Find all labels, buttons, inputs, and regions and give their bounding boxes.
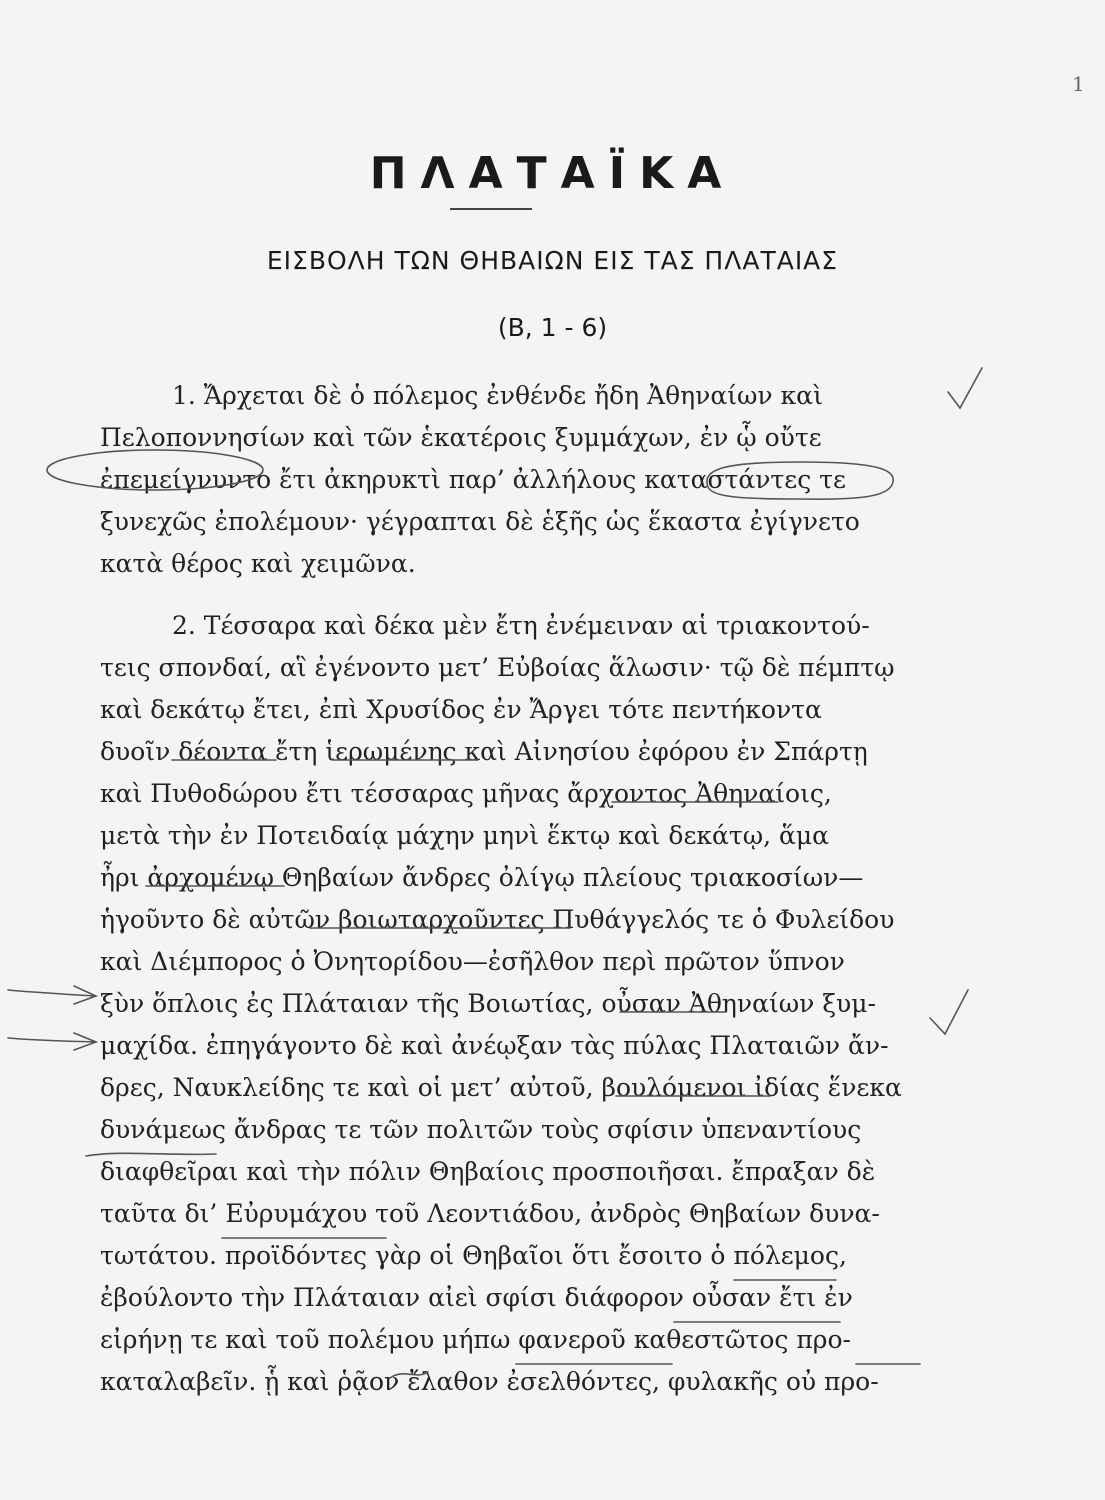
text-line: καταλαβεῖν. ᾗ καὶ ῥᾷον ἔλαθον ἐσελθόντες, φυλακῆς οὐ προ- [100, 1367, 879, 1396]
text-line: δυνάμεως ἄνδρας τε τῶν πολιτῶν τοὺς σφίσιν ὑπεναντίους [100, 1115, 862, 1144]
document-title: ΠΛΑΤΑΪΚΑ [369, 148, 736, 199]
page-number: 1 [1072, 72, 1085, 96]
text-line: μαχίδα. ἐπηγάγοντο δὲ καὶ ἀνέῳξαν τὰς πύλας Πλαταιῶν ἄν- [100, 1031, 889, 1060]
check-mark [948, 368, 982, 408]
text-line: διαφθεῖραι καὶ τὴν πόλιν Θηβαίοις προσποιῆσαι. ἔπραξαν δὲ [100, 1157, 876, 1186]
margin-arrow [8, 986, 96, 1004]
text-line: ταῦτα δι’ Εὐρυμάχου τοῦ Λεοντιάδου, ἀνδρὸς Θηβαίων δυνα- [100, 1199, 880, 1228]
text-line: ξυνεχῶς ἐπολέμουν· γέγραπται δὲ ἑξῆς ὡς ἕκαστα ἐγίγνετο [100, 507, 860, 536]
text-line: καὶ δεκάτῳ ἔτει, ἐπὶ Χρυσίδος ἐν Ἄργει τότε πεντήκοντα [100, 695, 822, 724]
text-line: ξὺν ὅπλοις ἐς Πλάταιαν τῆς Βοιωτίας, οὖσαν Ἀθηναίων ξυμ- [100, 989, 876, 1018]
title-divider [450, 208, 532, 210]
text-line: Πελοποννησίων καὶ τῶν ἑκατέροις ξυμμάχων, ἐν ᾧ οὔτε [100, 423, 822, 452]
text-line: 2. Τέσσαρα καὶ δέκα μὲν ἔτη ἐνέμειναν αἱ τριακοντού- [172, 611, 870, 640]
text-line: ἐβούλοντο τὴν Πλάταιαν αἰεὶ σφίσι διάφορον οὖσαν ἔτι ἐν [100, 1283, 853, 1312]
paragraph-1 [100, 375, 940, 585]
margin-arrow [8, 1033, 96, 1050]
text-line: δρες, Ναυκλείδης τε καὶ οἱ μετ’ αὐτοῦ, βουλόμενοι ἰδίας ἕνεκα [100, 1073, 902, 1102]
text-line: ἦρι ἀρχομένῳ Θηβαίων ἄνδρες ὀλίγῳ πλείους τριακοσίων— [100, 863, 864, 892]
book-reference: (Β, 1 - 6) [497, 313, 608, 342]
text-line: εἰρήνῃ τε καὶ τοῦ πολέμου μήπω φανεροῦ καθεστῶτος προ- [100, 1325, 851, 1354]
text-line: ἐπεμείγνυντο ἔτι ἀκηρυκτὶ παρ’ ἀλλήλους καταστάντες τε [100, 465, 846, 494]
text-line: 1. Ἄρχεται δὲ ὁ πόλεμος ἐνθένδε ἤδη Ἀθηναίων καὶ [172, 381, 823, 410]
text-line: ἡγοῦντο δὲ αὐτῶν βοιωταρχοῦντες Πυθάγγελός τε ὁ Φυλείδου [100, 905, 895, 934]
text-line: δυοῖν δέοντα ἔτη ἱερωμένης καὶ Αἰνησίου ἐφόρου ἐν Σπάρτῃ [100, 737, 868, 766]
paragraph-2 [100, 605, 940, 1403]
text-line: μετὰ τὴν ἐν Ποτειδαίᾳ μάχην μηνὶ ἕκτῳ καὶ δεκάτῳ, ἅμα [100, 821, 830, 850]
text-line: τωτάτου. προϊδόντες γὰρ οἱ Θηβαῖοι ὅτι ἔσοιτο ὁ πόλεμος, [100, 1241, 847, 1270]
section-heading: ΕΙΣΒΟΛΗ ΤΩΝ ΘΗΒΑΙΩΝ ΕΙΣ ΤΑΣ ΠΛΑΤΑΙΑΣ [266, 246, 839, 275]
text-line: καὶ Διέμπορος ὁ Ὀνητορίδου—ἐσῆλθον περὶ πρῶτον ὕπνον [100, 947, 845, 976]
text-line: κατὰ θέρος καὶ χειμῶνα. [100, 549, 416, 578]
text-line: τεις σπονδαί, αἳ ἐγένοντο μετ’ Εὐβοίας ἅλωσιν· τῷ δὲ πέμπτῳ [100, 653, 895, 682]
text-line: καὶ Πυθοδώρου ἔτι τέσσαρας μῆνας ἄρχοντος Ἀθηναίοις, [100, 779, 832, 808]
